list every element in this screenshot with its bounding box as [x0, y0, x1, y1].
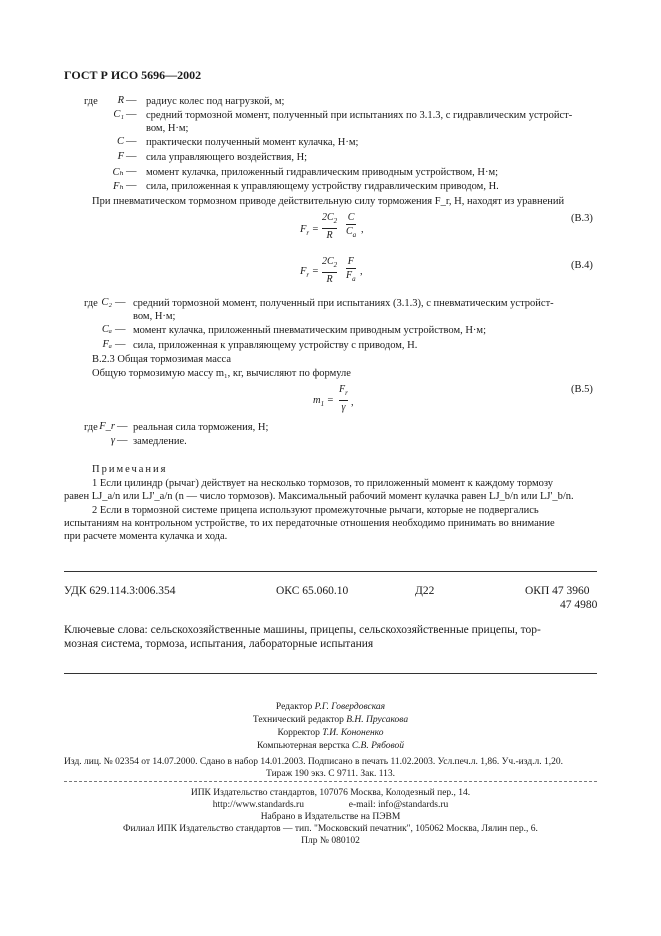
definition-text: сила, приложенная к управляющему устройству с приводом, Н.	[133, 340, 418, 351]
eq-number: (B.3)	[571, 213, 593, 224]
note-text: 2 Если в тормозной системе прицепа используют промежуточные рычаги, которые не подвергались	[92, 505, 539, 516]
dashed-divider	[64, 781, 597, 782]
note-text: равен LJ_a/n или LJ'_a/n (n — число тормозов). Максимальный рабочий момент кулачка равен LJ_b/n или LJ'_b/n.	[64, 491, 574, 502]
dash: —	[126, 136, 137, 147]
imprint-line: Тираж 190 экз. С 9711. Зак. 113.	[266, 769, 395, 779]
credit-line: Редактор Р.Г. Говердовская	[275, 702, 386, 712]
keywords-line: мозная система, тормоза, испытания, лабораторные испытания	[64, 638, 374, 650]
where-label: где	[84, 96, 98, 107]
definition-text-cont: вом, Н·м;	[146, 123, 189, 134]
keywords-line: Ключевые слова: сельскохозяйственные машины, прицепы, сельскохозяйственные прицепы, тор-	[64, 624, 541, 636]
dash: —	[126, 180, 137, 191]
credit-line: Компьютерная верстка С.В. Рябовой	[257, 741, 404, 751]
definition-text: сила управляющего воздействия, Н;	[146, 152, 308, 163]
publisher-line: Филиал ИПК Издательство стандартов — тип. "Московский печатник", 105062 Москва, Лялин пер., 6.	[123, 824, 538, 834]
paragraph-mass: Общую тормозимую массу m₁, кг, вычисляют по формуле	[92, 368, 351, 379]
publisher-line: Плр № 080102	[301, 836, 360, 846]
symbol: Fₐ	[102, 339, 112, 350]
dash: —	[117, 421, 128, 432]
eq-lhs: $F_r$ =	[300, 224, 319, 238]
symbol: R	[117, 95, 124, 106]
dash: —	[115, 339, 126, 350]
eq-number: (B.5)	[571, 384, 593, 395]
dash: —	[115, 297, 126, 308]
eq-tail: ,	[360, 266, 363, 277]
definition-text: момент кулачка, приложенный гидравлическим приводным устройством, Н·м;	[146, 167, 499, 178]
symbol: Cₐ	[101, 324, 112, 335]
okp-code-2: 47 4980	[560, 599, 598, 611]
dash: —	[115, 324, 126, 335]
dash: —	[126, 95, 137, 106]
eq-lhs: $m_1$ =	[313, 395, 334, 409]
d-code: Д22	[415, 585, 435, 597]
note-text: при расчете момента кулачка и хода.	[64, 531, 228, 542]
email-link[interactable]: e-mail: info@standards.ru	[348, 800, 449, 810]
eq-lhs: $F_r$ =	[300, 266, 319, 280]
symbol: F_r	[99, 421, 115, 432]
definition-text: средний тормозной момент, полученный при испытаниях (3.1.3), с пневматическим устройст-	[133, 298, 554, 309]
divider	[64, 571, 597, 572]
symbol: Fₕ	[113, 181, 124, 192]
dash: —	[126, 166, 137, 177]
definition-text: радиус колес под нагрузкой, м;	[146, 96, 285, 107]
where-label: где	[84, 298, 98, 309]
website-link[interactable]: http://www.standards.ru	[212, 800, 304, 810]
dash: —	[117, 435, 128, 446]
publisher-line: ИПК Издательство стандартов, 107076 Москва, Колодезный пер., 14.	[190, 788, 471, 798]
section-heading: В.2.3 Общая тормозимая масса	[92, 354, 231, 365]
imprint-line: Изд. лиц. № 02354 от 14.07.2000. Сдано в набор 14.01.2003. Подписано в печать 11.02.2003. Усл.печ.л. 1,86. Уч.-изд.л. 1,20.	[64, 757, 564, 767]
definition-text-cont: вом, Н·м;	[133, 311, 176, 322]
note-text: 1 Если цилиндр (рычаг) действует на несколько тормозов, то приложенный момент к каждому тормозу	[92, 478, 554, 489]
notes-heading: Примечания	[92, 464, 168, 475]
eq-number: (B.4)	[571, 260, 593, 271]
credit-line: Корректор Т.И. Кононенко	[277, 728, 384, 738]
page-title: ГОСТ Р ИСО 5696—2002	[64, 68, 202, 82]
definition-text: реальная сила торможения, Н;	[133, 422, 269, 433]
eq-fraction: $2C_2$ R	[322, 212, 338, 241]
symbol: C₁	[113, 109, 124, 120]
definition-text: средний тормозной момент, полученный при испытаниях по 3.1.3, с гидравлическим устройст-	[146, 110, 573, 121]
symbol: F	[117, 151, 124, 162]
symbol: γ	[110, 435, 115, 446]
definition-text: замедление.	[133, 436, 187, 447]
dash: —	[126, 151, 137, 162]
okp-code: ОКП 47 3960	[525, 585, 590, 597]
divider	[64, 673, 597, 674]
where-label: где	[84, 422, 98, 433]
credits	[0, 701, 661, 753]
symbol: C	[116, 136, 124, 147]
credit-line: Технический редактор В.Н. Прусакова	[252, 715, 409, 725]
definition-text: практически полученный момент кулачка, Н·м;	[146, 137, 359, 148]
definition-text: момент кулачка, приложенный пневматическим приводным устройством, Н·м;	[133, 325, 486, 336]
eq-tail: ,	[351, 397, 354, 408]
eq-fraction: $F_r$ γ	[339, 384, 348, 413]
udk-code: УДК 629.114.3:006.354	[64, 585, 176, 597]
eq-fraction: C $C_a$	[346, 212, 357, 239]
dash: —	[126, 109, 137, 120]
definition-text: сила, приложенная к управляющему устройству гидравлическим приводом, Н.	[146, 181, 499, 192]
eq-fraction: F $F_a$	[346, 256, 356, 283]
eq-fraction: $2C_2$ R	[322, 256, 338, 285]
oks-code: ОКС 65.060.10	[276, 585, 349, 597]
symbol: Cₕ	[112, 167, 124, 178]
eq-tail: ,	[361, 224, 364, 235]
publisher-line: Набрано в Издательстве на ПЭВМ	[260, 812, 401, 822]
paragraph-pneumatic: При пневматическом тормозном приводе действительную силу торможения F_r, Н, находят из уравнений	[92, 196, 565, 207]
note-text: испытаниям на контрольном устройстве, то их передаточные отношения необходимо принимать во внимание	[64, 518, 555, 529]
symbol: C₂	[101, 297, 112, 308]
publisher-contacts	[0, 799, 661, 811]
